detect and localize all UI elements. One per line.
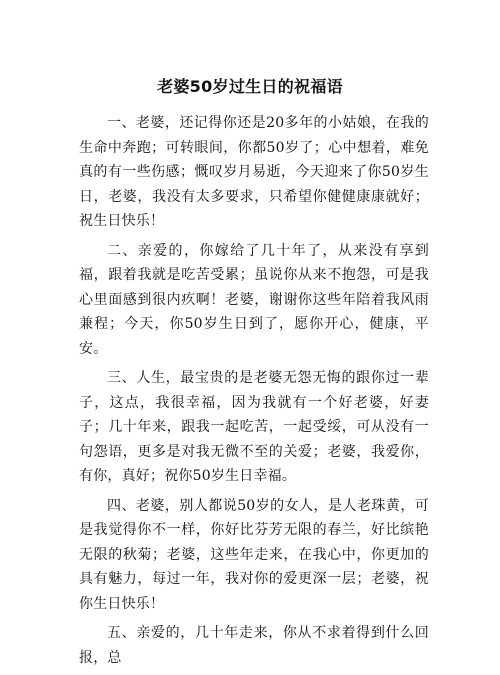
document-title: 老婆50岁过生日的祝福语 — [157, 77, 343, 96]
document-body — [79, 111, 429, 675]
paragraph-5: 五、亲爱的，几十年走来，你从不求着得到什么回报，总 — [79, 625, 429, 666]
paragraph-3: 三、人生，最宝贵的是老婆无怨无悔的跟你过一辈子，这点，我很幸福，因为我就有一个好老婆，好妻子；几十年来，跟我一起吃苦，一起受绥，可从没有一句怨语，更多是对我无微不至的关爱；老婆，我爱你，有你，真好；祝你50岁生日幸福。 — [79, 370, 429, 484]
paragraph-4: 四、老婆，别人都说50岁的女人，是人老珠黄，可是我觉得你不一样，你好比芬芳无限的春兰，好比缤艳无限的秋菊；老婆，这些年走来，在我心中，你更加的具有魅力，每过一年，我对你的爱更深一层；老婆，祝你生日快乐！ — [79, 497, 429, 612]
paragraph-2: 二、亲爱的，你嫁给了几十年了，从来没有享到福，跟着我就是吃苦受累；虽说你从来不抱怨，可是我心里面感到很内疚啊！老婆，谢谢你这些年陪着我风雨兼程；今天，你50岁生日到了，愿你开心，健康，平安。 — [79, 242, 429, 357]
paragraph-1: 一、老婆，还记得你还是20多年的小姑娘，在我的生命中奔跑；可转眼间，你都50岁了；心中想着，难免真的有一些伤感；慨叹岁月易逝，今天迎来了你50岁生日，老婆，我没有太多要求，只希望你健健康康就好；祝生日快乐！ — [79, 115, 429, 229]
